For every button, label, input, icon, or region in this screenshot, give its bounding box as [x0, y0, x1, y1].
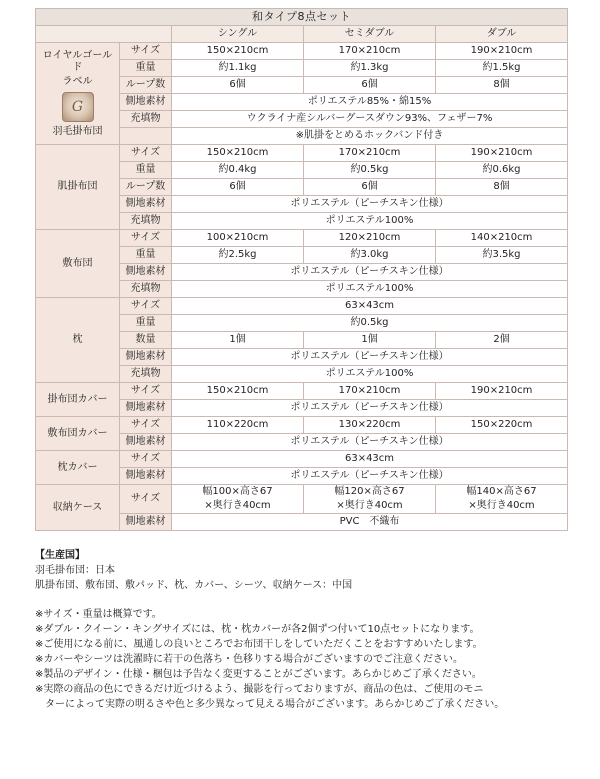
value-cell: ポリエステル（ピーチスキン仕様）: [172, 264, 568, 281]
row-label: サイズ: [120, 145, 172, 162]
value-cell: 140×210cm: [436, 230, 568, 247]
value-cell: ポリエステル（ピーチスキン仕様）: [172, 468, 568, 485]
row-label: 側地素材: [120, 94, 172, 111]
value-cell: 約0.6kg: [436, 162, 568, 179]
table-row: [36, 485, 568, 514]
label-line1: ロイヤルゴールド: [42, 49, 113, 73]
value-cell: 約0.5kg: [304, 162, 436, 179]
row-label: 側地素材: [120, 196, 172, 213]
table-row: [36, 230, 568, 247]
comforter-category: [36, 43, 120, 145]
row-label: 重量: [120, 162, 172, 179]
header-double: ダブル: [436, 26, 568, 43]
row-label: 側地素材: [120, 514, 172, 531]
row-label: サイズ: [120, 43, 172, 60]
value-cell: 8個: [436, 77, 568, 94]
value-cell: 1個: [172, 332, 304, 349]
value-cell: 190×210cm: [436, 145, 568, 162]
value-cell: 63×43cm: [172, 298, 568, 315]
note-line: ※カバーやシーツは洗濯時に若干の色落ち・色移りする場合がございますのでご注意ください。: [35, 654, 463, 665]
row-label: ループ数: [120, 77, 172, 94]
value-cell: 6個: [172, 179, 304, 196]
table-row: [36, 451, 568, 468]
light-comforter-category: 肌掛布団: [36, 145, 120, 230]
value-cell: [172, 485, 304, 514]
notes-section: [35, 548, 575, 712]
origin-heading: 【生産国】: [35, 550, 85, 561]
value-cell: 約0.4kg: [172, 162, 304, 179]
value-cell: [436, 485, 568, 514]
value-cell: 1個: [304, 332, 436, 349]
row-label: 数量: [120, 332, 172, 349]
value-cell: ポリエステル（ピーチスキン仕様）: [172, 196, 568, 213]
pillow-category: 枕: [36, 298, 120, 383]
case-size-line2: ×奥行き40cm: [468, 500, 535, 511]
mattress-cover-category: 敷布団カバー: [36, 417, 120, 451]
value-cell: 約3.0kg: [304, 247, 436, 264]
note-line: ※製品のデザイン・仕様・梱包は予告なく変更することがございます。あらかじめご了承ください。: [35, 669, 482, 680]
value-cell: 約3.5kg: [436, 247, 568, 264]
row-label: 重量: [120, 60, 172, 77]
value-cell: 190×210cm: [436, 43, 568, 60]
comforter-name: 羽毛掛布団: [52, 125, 103, 137]
value-cell: 110×220cm: [172, 417, 304, 434]
table-title-row: [36, 9, 568, 26]
value-cell: 150×210cm: [172, 383, 304, 400]
value-cell: 6個: [304, 179, 436, 196]
origin-line: 肌掛布団、敷布団、敷パッド、枕、カバー、シーツ、収納ケース：中国: [35, 580, 353, 591]
table-row: [36, 417, 568, 434]
table-row: [36, 43, 568, 60]
value-cell: 約1.5kg: [436, 60, 568, 77]
row-label-blank: [120, 128, 172, 145]
row-label: 重量: [120, 247, 172, 264]
case-size-line1: 幅100×高さ67: [202, 486, 273, 497]
value-cell: 170×210cm: [304, 383, 436, 400]
row-label: 充填物: [120, 111, 172, 128]
case-size-line1: 幅140×高さ67: [466, 486, 537, 497]
value-cell: 2個: [436, 332, 568, 349]
value-cell: 150×220cm: [436, 417, 568, 434]
value-cell: 150×210cm: [172, 43, 304, 60]
value-cell: [304, 485, 436, 514]
row-label: 側地素材: [120, 349, 172, 366]
row-label: 側地素材: [120, 400, 172, 417]
value-cell: 約0.5kg: [172, 315, 568, 332]
mattress-category: 敷布団: [36, 230, 120, 298]
value-cell: ウクライナ産シルバーグースダウン93%、フェザー7%: [172, 111, 568, 128]
spacer: [35, 593, 575, 607]
row-label: 側地素材: [120, 434, 172, 451]
row-label: サイズ: [120, 298, 172, 315]
value-cell: ポリエステル100%: [172, 281, 568, 298]
note-line: ※ダブル・クイーン・キングサイズには、枕・枕カバーが各2個ずつ付いて10点セットになります。: [35, 624, 480, 635]
gold-label-emblem-icon: G: [62, 92, 94, 122]
table-title: 和タイプ8点セット: [36, 9, 568, 26]
value-cell: 100×210cm: [172, 230, 304, 247]
row-label: サイズ: [120, 485, 172, 514]
note-line: ターによって実際の明るさや色と多少異なって見える場合がございます。あらかじめご了承ください。: [45, 699, 505, 710]
comforter-cover-category: 掛布団カバー: [36, 383, 120, 417]
value-cell: 8個: [436, 179, 568, 196]
spec-table: [35, 8, 568, 531]
table-row: [36, 383, 568, 400]
case-size-line2: ×奥行き40cm: [336, 500, 403, 511]
value-cell: 190×210cm: [436, 383, 568, 400]
value-cell: 150×210cm: [172, 145, 304, 162]
value-cell: ポリエステル85%・綿15%: [172, 94, 568, 111]
pillow-cover-category: 枕カバー: [36, 451, 120, 485]
value-cell: 170×210cm: [304, 145, 436, 162]
value-cell: ポリエステル（ピーチスキン仕様）: [172, 400, 568, 417]
row-label: サイズ: [120, 417, 172, 434]
value-cell: 130×220cm: [304, 417, 436, 434]
row-label: ループ数: [120, 179, 172, 196]
storage-case-category: 収納ケース: [36, 485, 120, 531]
value-cell: 約1.3kg: [304, 60, 436, 77]
note-line: ※実際の商品の色にできるだけ近づけるよう、撮影を行っておりますが、商品の色は、ご使用のモニ: [35, 684, 484, 695]
value-cell: 約2.5kg: [172, 247, 304, 264]
value-cell: ポリエステル100%: [172, 366, 568, 383]
origin-line: 羽毛掛布団：日本: [35, 565, 115, 576]
note-line: ※サイズ・重量は概算です。: [35, 609, 162, 620]
value-cell: 120×210cm: [304, 230, 436, 247]
row-label: 重量: [120, 315, 172, 332]
case-size-line1: 幅120×高さ67: [334, 486, 405, 497]
row-label: サイズ: [120, 230, 172, 247]
row-label: 側地素材: [120, 264, 172, 281]
header-semi-double: セミダブル: [304, 26, 436, 43]
note-line: ※ご使用になる前に、風通しの良いところでお布団干しをしていただくことをおすすめいたします。: [35, 639, 483, 650]
value-cell: 63×43cm: [172, 451, 568, 468]
value-cell: ポリエステル100%: [172, 213, 568, 230]
row-label: 側地素材: [120, 468, 172, 485]
row-label: サイズ: [120, 451, 172, 468]
row-label: 充填物: [120, 213, 172, 230]
table-row: [36, 145, 568, 162]
header-single: シングル: [172, 26, 304, 43]
value-cell: 6個: [172, 77, 304, 94]
header-blank: [36, 26, 172, 43]
comforter-note: ※肌掛をとめるホックバンド付き: [172, 128, 568, 145]
row-label: サイズ: [120, 383, 172, 400]
size-header-row: [36, 26, 568, 43]
value-cell: 6個: [304, 77, 436, 94]
table-row: [36, 298, 568, 315]
value-cell: 170×210cm: [304, 43, 436, 60]
value-cell: 約1.1kg: [172, 60, 304, 77]
row-label: 充填物: [120, 366, 172, 383]
row-label: 充填物: [120, 281, 172, 298]
case-size-line2: ×奥行き40cm: [204, 500, 271, 511]
value-cell: ポリエステル（ピーチスキン仕様）: [172, 349, 568, 366]
label-line2: ラベル: [62, 75, 93, 87]
value-cell: ポリエステル（ピーチスキン仕様）: [172, 434, 568, 451]
value-cell: PVC 不織布: [172, 514, 568, 531]
